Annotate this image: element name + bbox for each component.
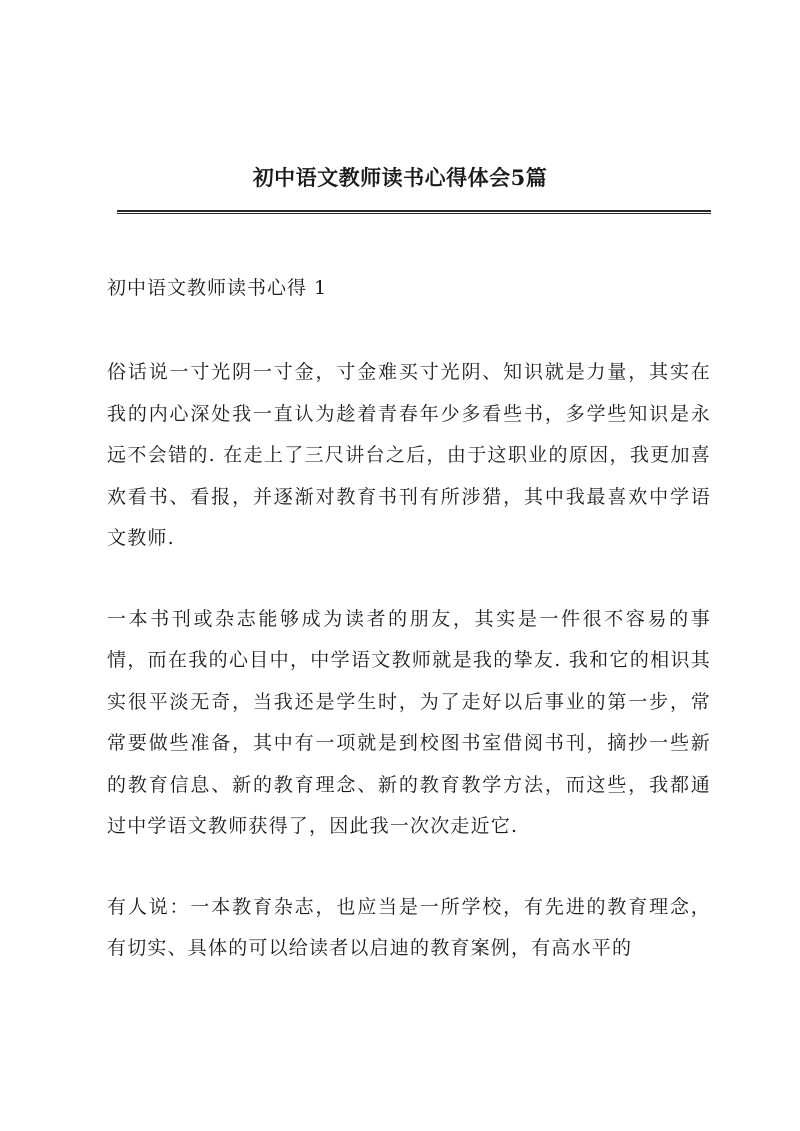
document-title: 初中语文教师读书心得体会5篇 bbox=[252, 165, 548, 190]
title-divider bbox=[117, 210, 711, 214]
document-body bbox=[107, 270, 711, 1009]
paragraph-2: 一本书刊或杂志能够成为读者的朋友，其实是一件很不容易的事情，而在我的心目中，中学语文教师就是我的挚友. 我和它的相识其实很平淡无奇，当我还是学生时，为了走好以后事业的第一步，常常要做些准备，其中有一项就是到校图书室借阅书刊，摘抄一些新的教育信息、新的教育理念、新的教育教学方法，而这些，我都通过中学语文教师获得了，因此我一次次走近它. bbox=[107, 607, 711, 837]
paragraph-1: 俗话说一寸光阴一寸金，寸金难买寸光阴、知识就是力量，其实在我的内心深处我一直认为趁着青春年少多看些书，多学些知识是永远不会错的. 在走上了三尺讲台之后，由于这职业的原因，我更加喜欢看书、看报，并逐渐对教育书刊有所涉猎，其中我最喜欢中学语文教师. bbox=[107, 361, 711, 549]
section-heading: 初中语文教师读书心得 1 bbox=[107, 277, 328, 299]
paragraph-3: 有人说：一本教育杂志，也应当是一所学校，有先进的教育理念，有切实、具体的可以给读者以启迪的教育案例，有高水平的 bbox=[107, 895, 711, 959]
